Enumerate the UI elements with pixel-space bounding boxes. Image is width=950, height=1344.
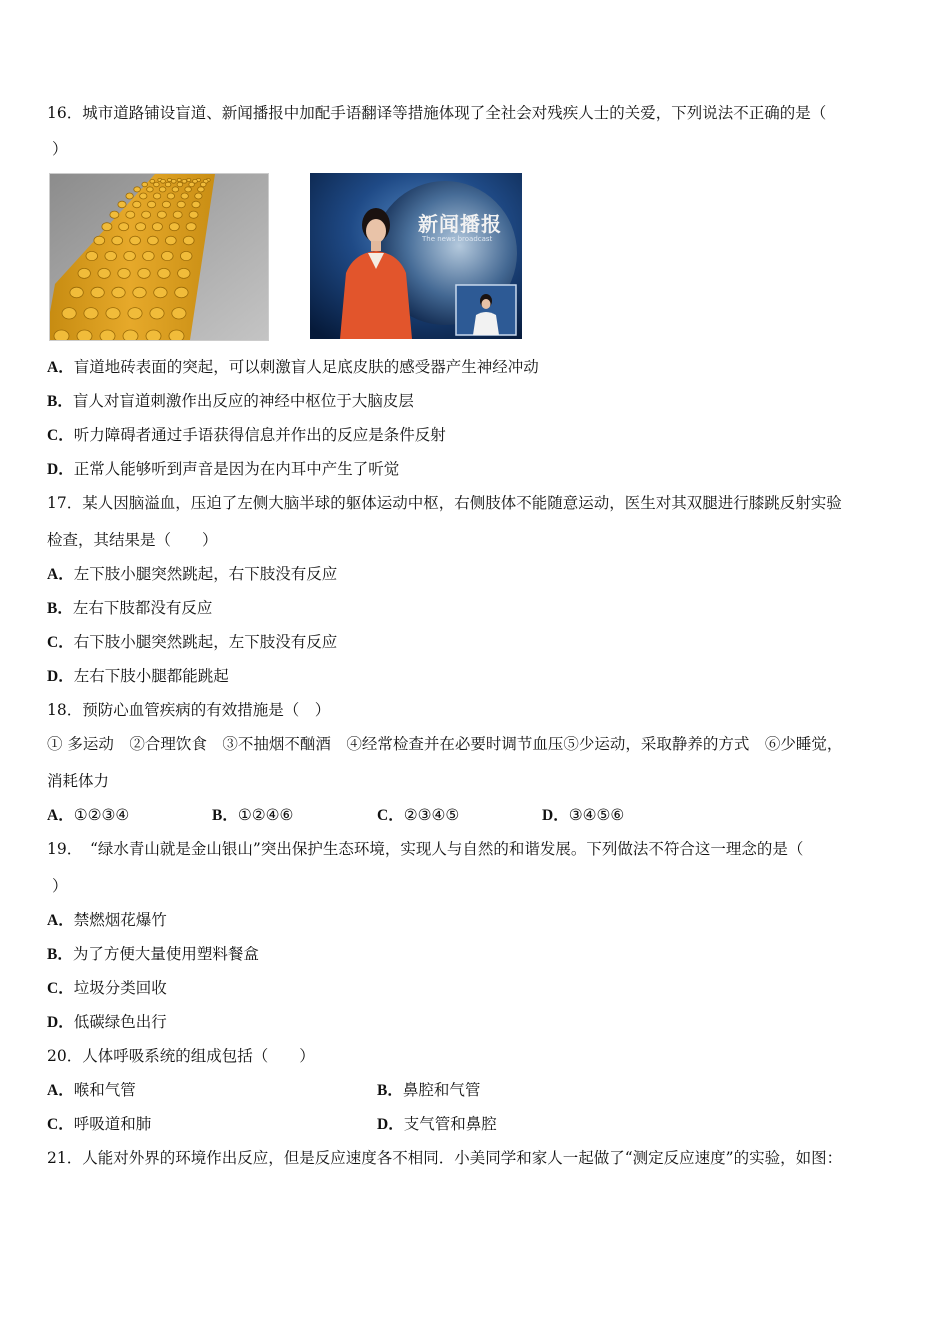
option-text: 左右下肢都没有反应 [72, 599, 213, 617]
paving-stud [165, 236, 176, 245]
q18-stem: 18．预防心血管疾病的有效措施是（ ） [47, 701, 331, 719]
q16-stem: 16．城市道路铺设盲道、新闻播报中加配手语翻译等措施体现了全社会对残疾人士的关爱，下列说法不正确的是（ [47, 104, 827, 122]
option-text: ③④⑤⑥ [568, 806, 625, 824]
option-text: 左下肢小腿突然跳起，右下肢没有反应 [73, 565, 338, 583]
paving-stud [182, 179, 187, 183]
q18-option-c [377, 805, 459, 826]
option-letter: B． [47, 946, 73, 963]
paving-stud [100, 330, 115, 340]
paving-stud [78, 268, 90, 278]
paving-stud [178, 268, 190, 278]
q19-stem-tail: ） [52, 877, 68, 895]
paving-stud [168, 178, 172, 181]
q16-option-c [47, 425, 446, 446]
paving-stud [123, 330, 138, 340]
option-letter: A． [47, 807, 74, 824]
paving-stud [133, 287, 146, 298]
paving-stud [146, 330, 161, 340]
paving-stud [185, 187, 192, 192]
paving-stud [118, 268, 130, 278]
paving-stud [118, 201, 126, 208]
paving-stud [158, 268, 170, 278]
paving-stud [167, 193, 174, 199]
q18-items-line2: 消耗体力 [47, 772, 110, 790]
paving-stud [84, 308, 98, 319]
option-letter: A． [47, 1082, 74, 1099]
option-letter: B． [377, 1082, 403, 1099]
paving-stud [152, 223, 162, 231]
option-text: 垃圾分类回收 [73, 979, 167, 997]
q18-option-b [212, 805, 293, 826]
option-text: 喉和气管 [73, 1081, 136, 1099]
news-image-subtitle: The news broadcast [422, 235, 493, 243]
paving-stud [154, 287, 167, 298]
option-letter: B． [47, 393, 73, 410]
paving-stud [148, 201, 156, 208]
paving-stud [105, 251, 117, 260]
option-text: 听力障碍者通过手语获得信息并作出的反应是条件反射 [73, 426, 446, 444]
q20-option-a [47, 1080, 136, 1101]
q19-option-a [47, 910, 167, 931]
paving-stud [189, 211, 198, 218]
option-text: 正常人能够听到声音是因为在内耳中产生了听觉 [73, 460, 400, 478]
paving-stud [143, 251, 155, 260]
q17-stem: 17．某人因脑溢血，压迫了左侧大脑半球的躯体运动中枢，右侧肢体不能随意运动，医生对其双腿进行膝跳反射实验 [47, 494, 842, 512]
q19-option-d [47, 1012, 167, 1033]
option-letter: A． [47, 359, 74, 376]
option-text: 低碳绿色出行 [73, 1013, 167, 1031]
paving-stud [192, 201, 200, 208]
news-image-title: 新闻播报 [418, 212, 502, 236]
paving-stud [153, 193, 160, 199]
paving-stud [126, 193, 133, 199]
q16-option-b [47, 391, 414, 412]
paving-stud [138, 268, 150, 278]
paving-stud [98, 268, 110, 278]
paving-stud [187, 178, 191, 181]
q16-option-a [47, 357, 539, 378]
paving-stud [142, 211, 151, 218]
q17-option-a [47, 564, 337, 585]
paving-stud [162, 201, 170, 208]
option-text: 为了方便大量使用塑料餐盒 [72, 945, 259, 963]
paving-stud [159, 187, 166, 192]
paving-stud [172, 187, 179, 192]
paving-stud [177, 178, 181, 181]
option-letter: C． [47, 634, 74, 651]
q20-option-c [47, 1114, 151, 1135]
q17-stem-tail: 检查，其结果是（ ） [47, 531, 218, 549]
option-text: 右下肢小腿突然跳起，左下肢没有反应 [73, 633, 338, 651]
option-letter: B． [212, 807, 238, 824]
option-text: ①②④⑥ [237, 806, 294, 824]
q20-stem: 20．人体呼吸系统的组成包括（ ） [47, 1047, 315, 1065]
option-text: 鼻腔和气管 [402, 1081, 481, 1099]
option-text: ①②③④ [73, 806, 130, 824]
q19-option-c [47, 978, 167, 999]
paving-stud [102, 223, 112, 231]
paving-stud [112, 236, 123, 245]
paving-stud [142, 182, 148, 187]
paving-stud [110, 211, 119, 218]
option-letter: D． [542, 807, 569, 824]
option-text: 盲人对盲道刺激作出反应的神经中枢位于大脑皮层 [72, 392, 414, 410]
q18-option-d [542, 805, 624, 826]
paving-stud [124, 251, 136, 260]
paving-stud [86, 251, 98, 260]
paving-stud [186, 223, 196, 231]
q18-option-a [47, 805, 129, 826]
option-letter: C． [47, 427, 74, 444]
q16-stem-tail: ） [52, 140, 68, 158]
option-text: 盲道地砖表面的突起，可以刺激盲人足底皮肤的感受器产生神经冲动 [73, 358, 539, 376]
option-letter: A． [47, 912, 74, 929]
paving-stud [106, 308, 120, 319]
option-letter: A． [47, 566, 74, 583]
paving-stud [126, 211, 135, 218]
paving-stud [150, 308, 164, 319]
q21-stem: 21．人能对外界的环境作出反应，但是反应速度各不相同．小美同学和家人一起做了“测定反应速度”的实验，如图： [47, 1149, 843, 1167]
paving-stud [133, 201, 141, 208]
paving-stud [128, 308, 142, 319]
paving-stud [154, 182, 160, 187]
paving-stud [198, 187, 205, 192]
q20-option-d [377, 1114, 497, 1135]
paving-stud [165, 182, 171, 187]
paving-stud [94, 236, 105, 245]
option-text: 禁燃烟花爆竹 [73, 911, 167, 929]
q16-option-d [47, 459, 399, 480]
paving-stud [161, 179, 166, 183]
paving-stud [112, 287, 125, 298]
paving-stud [162, 251, 174, 260]
tactile-paving-photo [49, 173, 269, 341]
paving-stud [91, 287, 104, 298]
paving-stud [140, 193, 147, 199]
paving-stud [171, 179, 176, 183]
q17-option-b [47, 598, 212, 619]
paving-stud [189, 182, 195, 187]
paving-stud [169, 223, 179, 231]
paving-stud [172, 308, 186, 319]
paving-stud [181, 193, 188, 199]
paving-stud [134, 187, 141, 192]
option-text: 支气管和鼻腔 [403, 1115, 497, 1133]
option-letter: C． [47, 980, 74, 997]
option-text: 左右下肢小腿都能跳起 [73, 667, 229, 685]
option-letter: D． [47, 1014, 74, 1031]
q17-option-d [47, 666, 229, 687]
paving-stud [119, 223, 129, 231]
option-text: 呼吸道和肺 [73, 1115, 152, 1133]
paving-stud [136, 223, 146, 231]
q17-option-c [47, 632, 337, 653]
paving-stud [169, 330, 184, 340]
paving-stud [173, 211, 182, 218]
paving-stud [147, 187, 154, 192]
option-letter: C． [47, 1116, 74, 1133]
paving-stud [177, 182, 183, 187]
paving-stud [54, 330, 69, 340]
paving-stud [180, 251, 192, 260]
option-letter: B． [47, 600, 73, 617]
paving-stud [62, 308, 76, 319]
paving-stud [183, 236, 194, 245]
paving-stud [157, 211, 166, 218]
paving-stud [77, 330, 92, 340]
paving-stud [70, 287, 83, 298]
q19-option-b [47, 944, 259, 965]
option-text: ②③④⑤ [403, 806, 460, 824]
q19-stem: 19． “绿水青山就是金山银山”突出保护生态环境，实现人与自然的和谐发展。下列做法不符合这一理念的是（ [47, 840, 804, 858]
paving-stud [130, 236, 141, 245]
paving-stud [195, 193, 202, 199]
q20-option-b [377, 1080, 480, 1101]
option-letter: C． [377, 807, 404, 824]
option-letter: D． [377, 1116, 404, 1133]
paving-stud [148, 236, 159, 245]
paving-stud [201, 182, 207, 187]
paving-stud [177, 201, 185, 208]
option-letter: D． [47, 461, 74, 478]
paving-stud [175, 287, 188, 298]
q18-items-line1: ① 多运动 ②合理饮食 ③不抽烟不酗酒 ④经常检查并在必要时调节血压⑤少运动，采取静养的方式 ⑥少睡觉， [47, 735, 843, 753]
news-broadcast-photo [310, 173, 522, 339]
option-letter: D． [47, 668, 74, 685]
